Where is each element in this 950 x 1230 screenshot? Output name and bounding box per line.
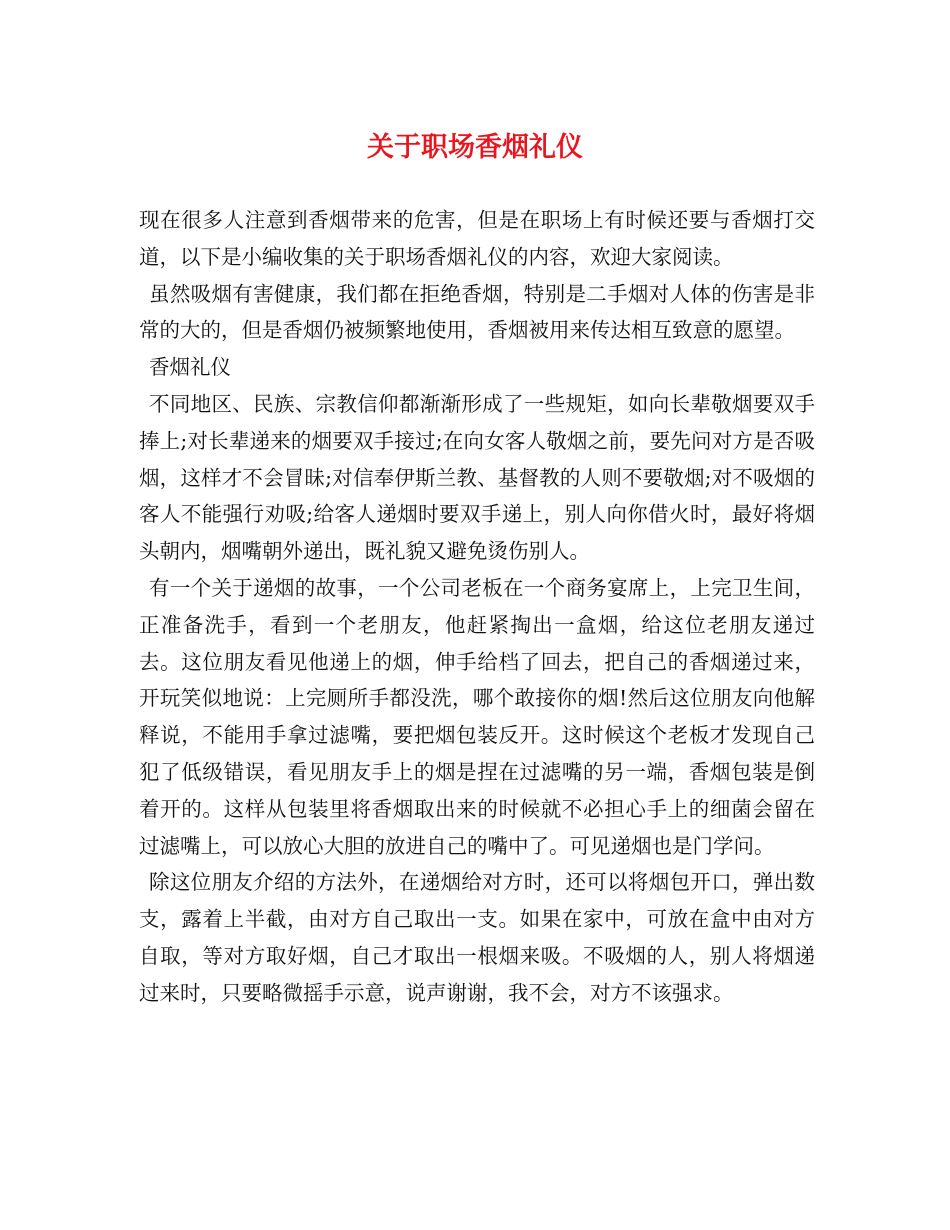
paragraph-story: 有一个关于递烟的故事，一个公司老板在一个商务宴席上，上完卫生间，正准备洗手，看到一个老朋友，他赶紧掏出一盒烟，给这位老朋友递过去。这位朋友看见他递上的烟，伸手给档了回去，把自己的香烟递过来，开玩笑似地说：上完厕所手都没洗，哪个敢接你的烟!然后这位朋友向他解释说，不能用手拿过滤嘴，要把烟包装反开。这时候这个老板才发现自己犯了低级错误，看见朋友手上的烟是捏在过滤嘴的另一端，香烟包装是倒着开的。这样从包装里将香烟取出来的时候就不必担心手上的细菌会留在过滤嘴上，可以放心大胆的放进自己的嘴中了。可见递烟也是门学问。: [139, 575, 815, 858]
section-heading: 香烟礼仪: [149, 355, 231, 380]
paragraph-health: 虽然吸烟有害健康，我们都在拒绝香烟，特别是二手烟对人体的伤害是非常的大的，但是香烟仍被频繁地使用，香烟被用来传达相互致意的愿望。: [139, 281, 815, 343]
document-title: 关于职场香烟礼仪: [367, 132, 583, 163]
document-body: [139, 202, 815, 1012]
paragraph-methods: 除这位朋友介绍的方法外，在递烟给对方时，还可以将烟包开口，弹出数支，露着上半截，由对方自己取出一支。如果在家中，可放在盒中由对方自取，等对方取好烟，自己才取出一根烟来吸。不吸烟的人，别人将烟递过来时，只要略微摇手示意，说声谢谢，我不会，对方不该强求。: [139, 870, 815, 1005]
paragraph-customs: 不同地区、民族、宗教信仰都渐渐形成了一些规矩，如向长辈敬烟要双手捧上;对长辈递来的烟要双手接过;在向女客人敬烟之前，要先问对方是否吸烟，这样才不会冒昧;对信奉伊斯兰教、基督教的人则不要敬烟;对不吸烟的客人不能强行劝吸;给客人递烟时要双手递上，别人向你借火时，最好将烟头朝内，烟嘴朝外递出，既礼貌又避免烫伤别人。: [139, 391, 815, 564]
paragraph-intro: 现在很多人注意到香烟带来的危害，但是在职场上有时候还要与香烟打交道，以下是小编收集的关于职场香烟礼仪的内容，欢迎大家阅读。: [139, 208, 815, 269]
